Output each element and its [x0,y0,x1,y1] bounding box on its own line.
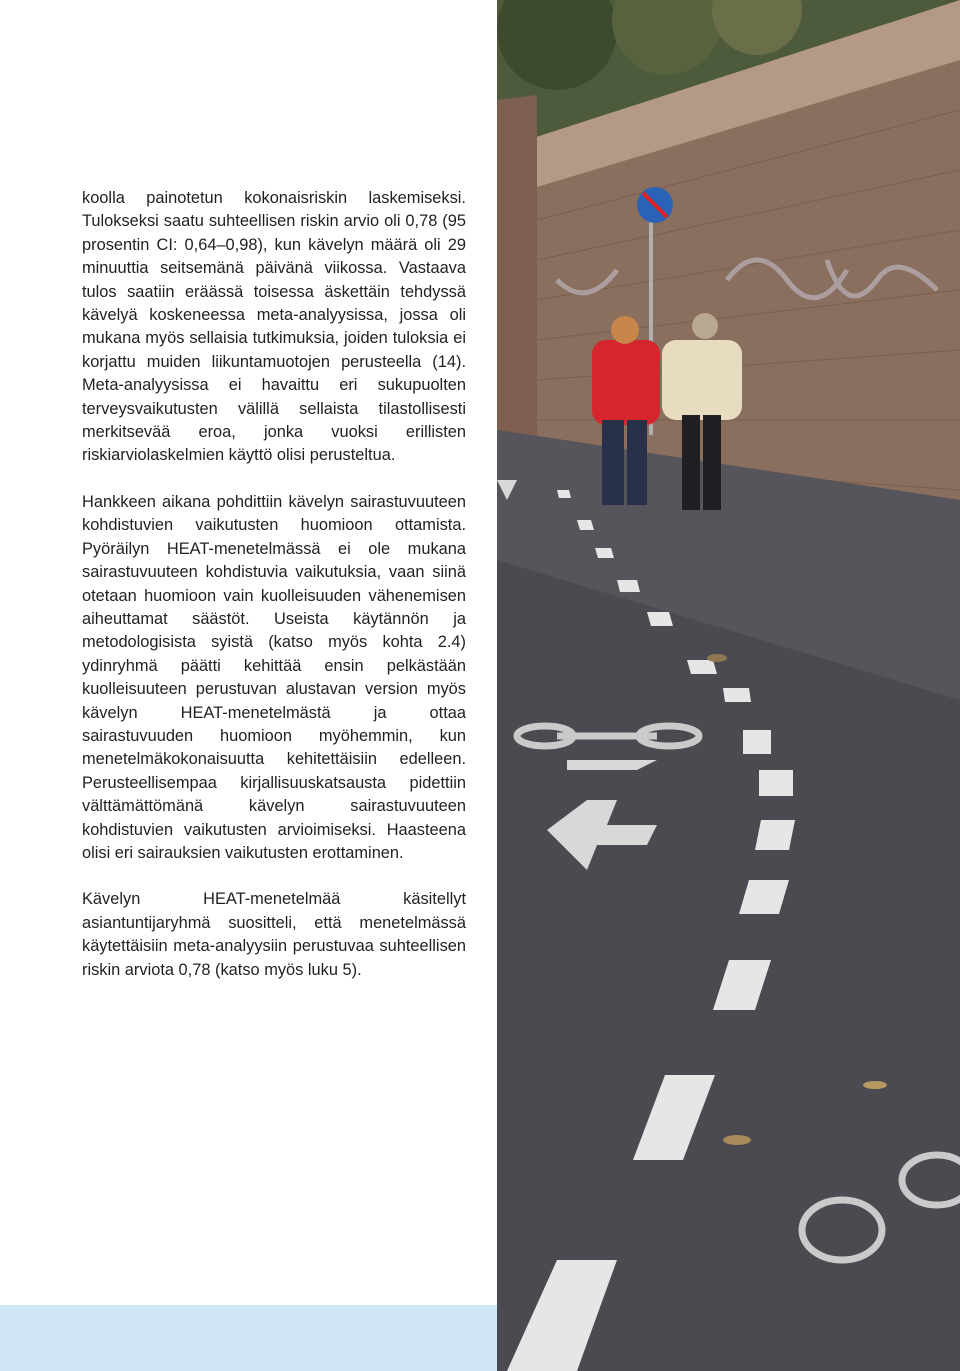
body-text-column [82,187,466,1005]
paragraph-2: Hankkeen aikana pohdittiin kävelyn sairastuvuuteen kohdistuvien vaikutusten huomioon ottamista. Pyöräilyn HEAT-menetelmässä ei ole mukana sairastuvuuteen kohdistuvia vaikutuksia, vaan siinä otetaan huomioon vain kuolleisuuden vähenemisen aiheuttamat säästöt. Useista käytännön ja metodologisista syistä (katso myös kohta 2.4) ydinryhmä päätti kehittää ensin pelkästään kuolleisuuteen perustuvan alustavan version myös kävelyn HEAT-menetelmästä ja ottaa sairastuvuuden huomioon myöhemmin, kun menetelmäkokonaisuutta kehitettäisiin edelleen. Perusteellisempaa kirjallisuuskatsausta pidettiin välttämättömänä kävelyn sairastuvuuteen kohdistuvien vaikutusten arvioimiseksi. Haasteena olisi eri sairauksien vaikutusten erottaminen. [82,492,466,862]
photo-illustration [497,0,960,1371]
paragraph-1: koolla painotetun kokonaisriskin laskemiseksi. Tulokseksi saatu suhteellisen riskin arvio oli 0,78 (95 prosentin CI: 0,64–0,98), kun kävelyn määrä oli 29 minuuttia seitsemänä päivänä viikossa. Vastaava tulos saatiin eräässä toisessa äskettäin tehdyssä kävelyä koskeneessa meta-analyysissa, jossa oli mukana myös sellaisia tutkimuksia, joiden tuloksia ei korjattu muiden liikuntamuotojen perusteella (14). Meta-analyysissa ei havaittu eri sukupuolten terveysvaikutusten välillä sellaista tilastollisesti merkitsevää eroa, jonka vuoksi erillisten riskiarviolaskelmien käyttö olisi perusteltua. [82,189,466,465]
paragraph-3: Kävelyn HEAT-menetelmää käsitellyt asiantuntijaryhmä suositteli, että menetelmässä käytettäisiin meta-analyysiin perustuvaa suhteellisen riskin arviota 0,78 (katso myös luku 5). [82,890,466,979]
decorative-bottom-band [0,1305,497,1371]
photo-cycle-path [497,0,960,1371]
